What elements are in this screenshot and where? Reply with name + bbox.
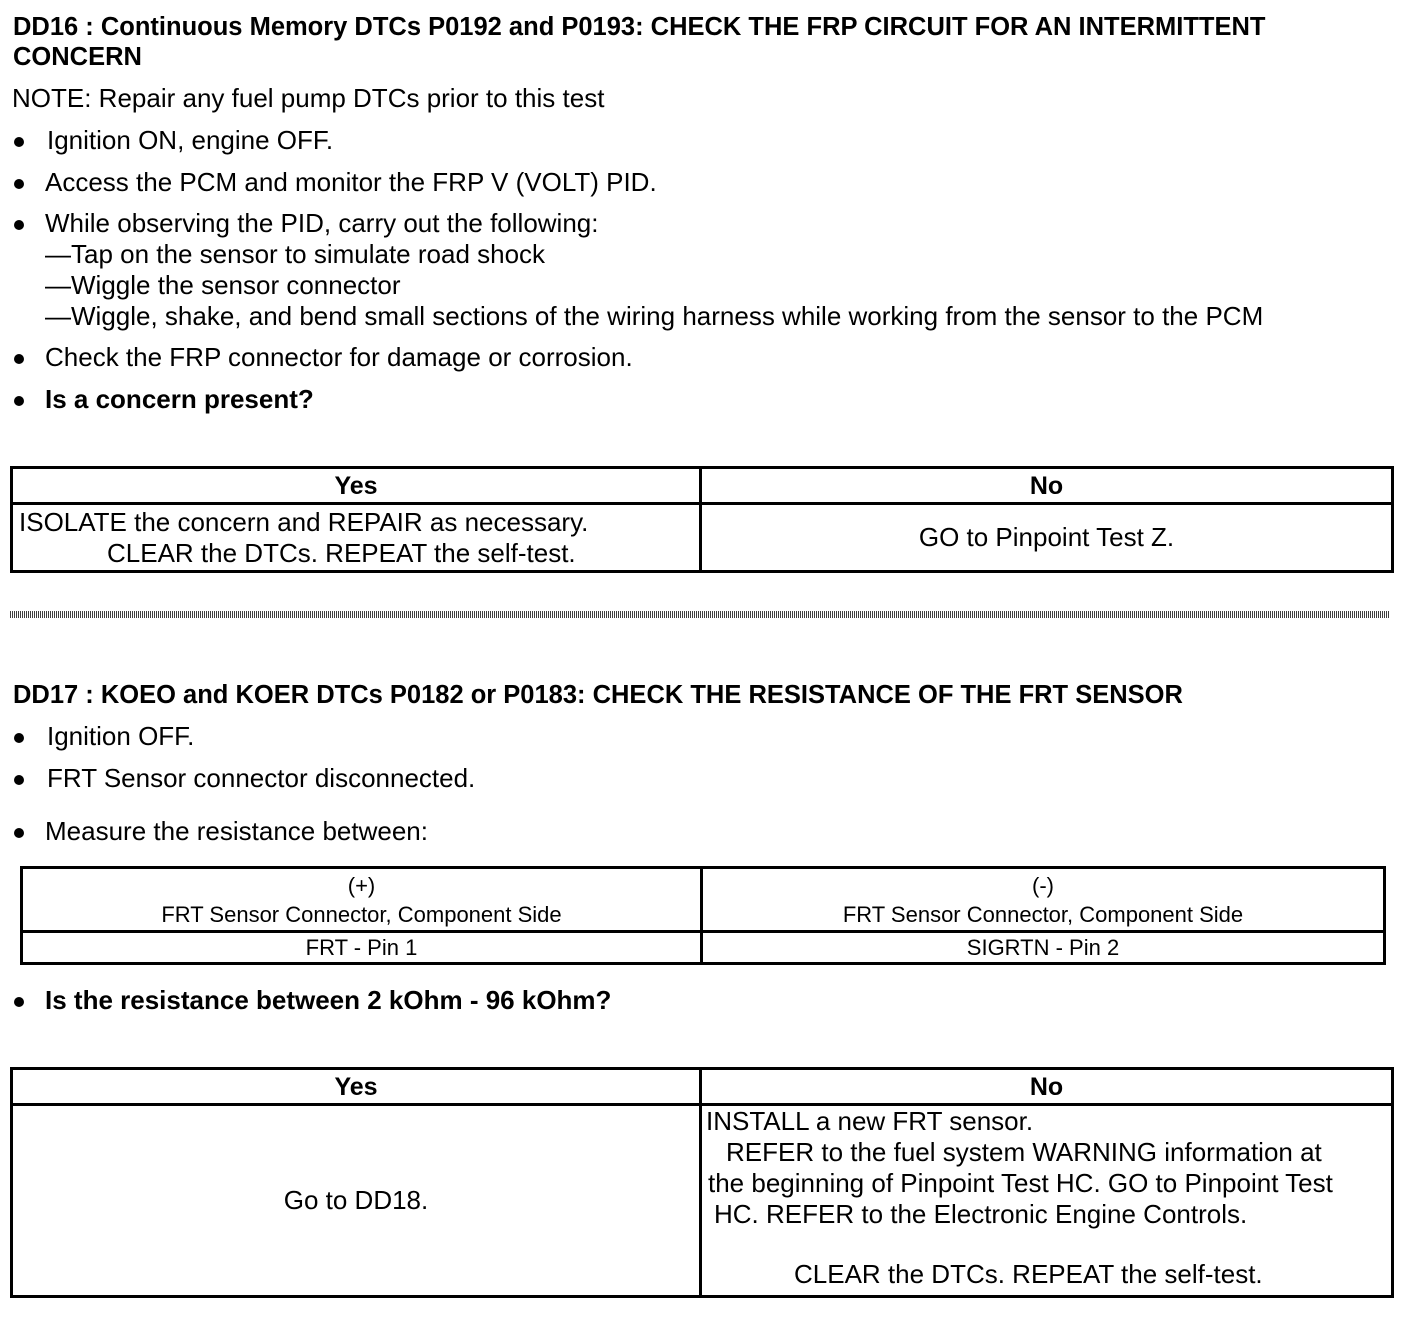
dd17-measure-table [20,866,1386,965]
section-divider [10,611,1390,618]
yes-cell: Go to DD18. [12,1105,701,1297]
bullet-icon [14,997,24,1007]
no-line-3: the beginning of Pinpoint Test HC. GO to Pinpoint Test [708,1168,1333,1198]
bullet-icon [14,220,24,230]
dd17-title: DD17 : KOEO and KOER DTCs P0182 or P0183: CHECK THE RESISTANCE OF THE FRT SENSOR [13,681,1183,709]
dd16-sub-step-3: —Wiggle, shake, and bend small sections of the wiring harness while working from the sensor to the PCM [45,301,1264,331]
minus-pin-cell: SIGRTN - Pin 2 [702,932,1385,964]
yes-line-1: ISOLATE the concern and REPAIR as necessary. [19,506,589,537]
plus-desc: FRT Sensor Connector, Component Side [161,901,562,927]
bullet-icon [14,179,24,189]
dd16-result-table [10,466,1394,573]
dd16-sub-step-1: —Tap on the sensor to simulate road shock [45,239,546,269]
minus-header-cell [702,868,1385,932]
step-text: FRT Sensor connector disconnected. [47,763,476,793]
no-cell: GO to Pinpoint Test Z. [701,504,1393,572]
dd16-note: NOTE: Repair any fuel pump DTCs prior to this test [12,83,605,113]
no-header: No [701,1069,1393,1105]
bullet-icon [14,396,24,406]
no-header: No [701,468,1393,504]
no-line-5: CLEAR the DTCs. REPEAT the self-test. [794,1259,1263,1289]
no-line-2: REFER to the fuel system WARNING information at [726,1137,1322,1167]
step-text: While observing the PID, carry out the following: [45,208,599,238]
step-text: Measure the resistance between: [45,816,428,846]
bullet-icon [14,137,24,147]
question-text: Is the resistance between 2 kOhm - 96 kOhm? [45,985,612,1015]
bullet-icon [14,354,24,364]
no-line-4: HC. REFER to the Electronic Engine Controls. [714,1199,1248,1229]
yes-header: Yes [12,468,701,504]
minus-label: (-) [1032,872,1054,898]
yes-cell [12,504,701,572]
bullet-icon [14,828,24,838]
step-text: Ignition OFF. [47,721,195,751]
plus-pin-cell: FRT - Pin 1 [22,932,702,964]
dd16-title-line1: DD16 : Continuous Memory DTCs P0192 and P0193: CHECK THE FRP CIRCUIT FOR AN INTERMITTENT [13,13,1266,41]
no-line-1: INSTALL a new FRT sensor. [706,1106,1034,1136]
dd16-sub-step-2: —Wiggle the sensor connector [45,270,401,300]
yes-line-2: CLEAR the DTCs. REPEAT the self-test. [107,537,576,568]
question-text: Is a concern present? [45,384,314,414]
dd17-result-table [10,1067,1394,1298]
yes-header: Yes [12,1069,701,1105]
plus-header-cell [22,868,702,932]
bullet-icon [14,775,24,785]
dd16-title-line2: CONCERN [13,43,142,71]
no-cell [701,1105,1393,1297]
step-text: Access the PCM and monitor the FRP V (VOLT) PID. [45,167,657,197]
bullet-icon [14,733,24,743]
step-text: Ignition ON, engine OFF. [47,125,334,155]
step-text: Check the FRP connector for damage or corrosion. [45,342,633,372]
plus-label: (+) [347,872,376,898]
minus-desc: FRT Sensor Connector, Component Side [842,901,1244,927]
